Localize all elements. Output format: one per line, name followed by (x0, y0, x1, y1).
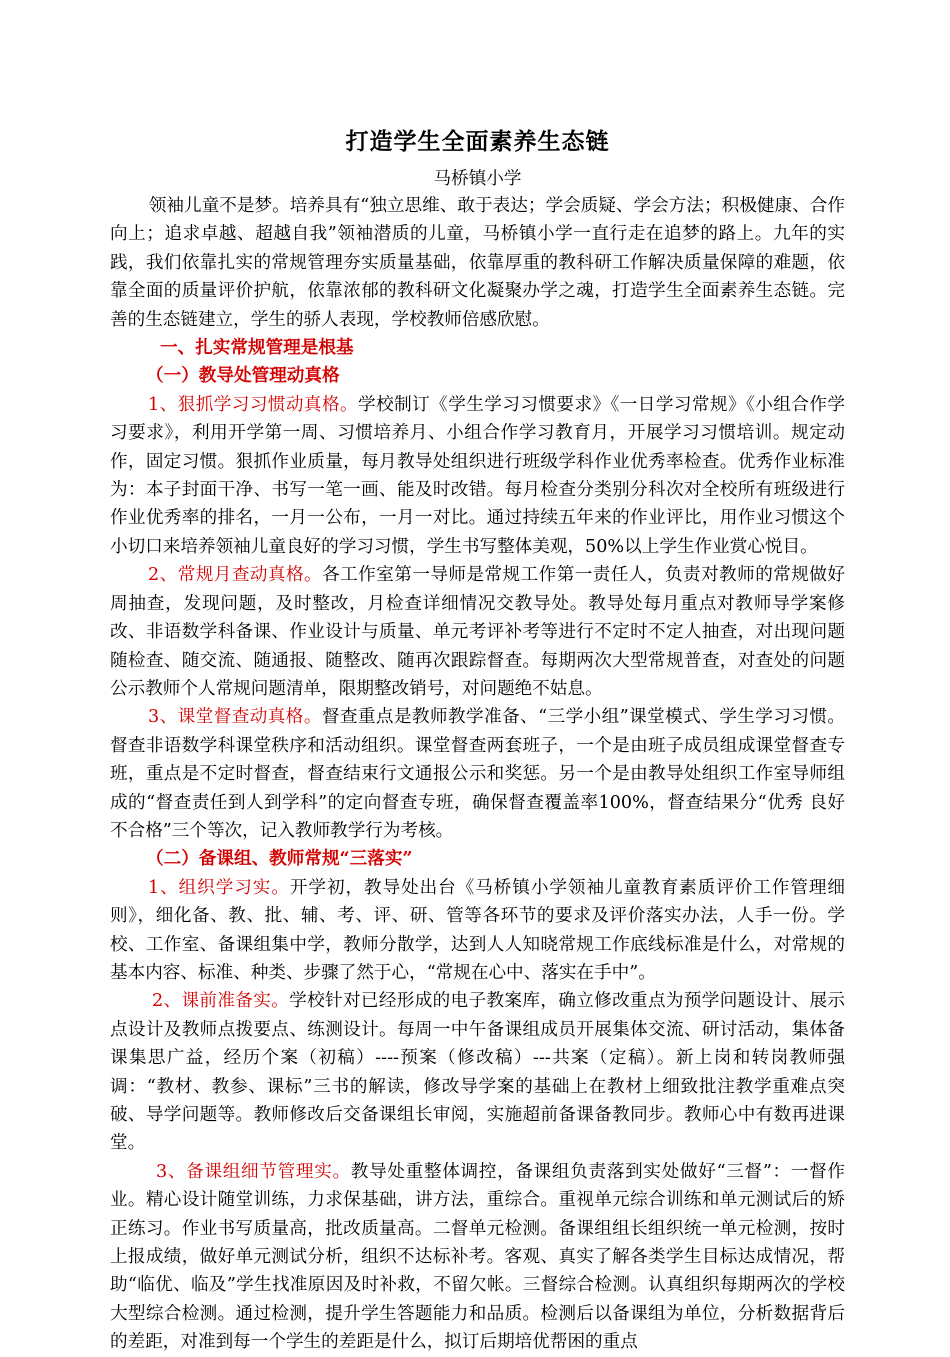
item-lead: 2、课前准备实。 (152, 991, 290, 1012)
item-text: 教导处重整体调控，备课组负责落到实处做好“三督”：一督作业。精心设计随堂训练，力求保基础，讲方法，重综合。重视单元综合训练和单元测试后的矫正练习。作业书写质量高，批改质量高。二督单元检测。备课组组长组织统一单元检测，按时上报成绩，做好单元测试分析，组织不达标补考。客观、真实了解各类学生目标达成情况，帮助“临优、临及”学生找准原因及时补救，不留欠帐。三督综合检测。认真组织每期两次的学校大型综合检测。通过检测，提升学生答题能力和品质。检测后以备课组为单位，分析数据背后的差距，对准到每一个学生的差距是什么，拟订后期培优帮困的重点 (110, 1161, 845, 1353)
document-author: 马桥镇小学 (433, 169, 522, 189)
list-item (110, 874, 845, 988)
item-lead: 3、备课组细节管理实。 (156, 1161, 351, 1182)
list-item (110, 1158, 845, 1357)
item-text: 督查重点是教师教学准备、“三学小组”课堂模式、学生学习习惯。督查非语数学科课堂秩序和活动组织。课堂督查两套班子，一个是由班子成员组成课堂督查专班，重点是不定时督查，督查结束行文通报公示和奖惩。另一个是由教导处组织工作室导师组成的“督查责任到人到学科”的定向督查专班，确保督查覆盖率100%，督查结果分“优秀 良好 不合格”三个等次，记入教师教学行为考核。 (110, 707, 845, 841)
intro-paragraph: 领袖儿童不是梦。培养具有“独立思维、敢于表达；学会质疑、学会方法；积极健康、合作向上；追求卓越、超越自我”领袖潜质的儿童，马桥镇小学一直行走在追梦的路上。九年的实践，我们依靠扎实的常规管理夯实质量基础，依靠厚重的教科研工作解决质量保障的难题，依靠全面的质量评价护航，依靠浓郁的教科研文化凝聚办学之魂，打造学生全面素养生态链。完善的生态链建立，学生的骄人表现，学校教师倍感欣慰。 (110, 196, 845, 330)
subsection-heading: （二）备课组、教师常规“三落实” (146, 848, 413, 870)
item-text: 学校制订《学生学习习惯要求》《一日学习常规》《小组合作学习要求》，利用开学第一周、习惯培养月、小组合作学习教育月，开展学习习惯培训。规定动作，固定习惯。狠抓作业质量，每月教导处组织进行班级学科作业优秀率检查。优秀作业标准为：本子封面干净、书写一笔一画、能及时改错。每月检查分类别分科次对全校所有班级进行作业优秀率的排名，一月一公布，一月一对比。通过持续五年来的作业评比，用作业习惯这个小切口来培养领袖儿童良好的学习习惯，学生书写整体美观，50%以上学生作业赏心悦目。 (110, 394, 845, 557)
section-heading: 一、扎实常规管理是根基 (160, 337, 354, 359)
item-lead: 1、狠抓学习习惯动真格。 (148, 394, 359, 415)
list-item (110, 561, 845, 703)
item-text: 开学初，教导处出台《马桥镇小学领袖儿童教育素质评价工作管理细则》，细化备、教、批、辅、考、评、研、管等各环节的要求及评价落实办法，人手一份。学校、工作室、备课组集中学，教师分散学，达到人人知晓常规工作底线标准是什么，对常规的基本内容、标准、种类、步骤了然于心，“常规在心中、落实在手中”。 (110, 877, 845, 983)
list-item (110, 987, 845, 1157)
document-title: 打造学生全面素养生态链 (345, 128, 610, 155)
list-item (110, 391, 845, 561)
document-page (110, 120, 845, 1357)
item-text: 各工作室第一导师是常规工作第一责任人，负责对教师的常规做好周抽查，发现问题，及时整改，月检查详细情况交教导处。教导处每月重点对教师导学案修改、非语数学科备课、作业设计与质量、单元考评补考等进行不定时不定人抽查，对出现问题随检查、随交流、随通报、随整改、随再次跟踪督查。每期两次大型常规普查，对查处的问题公示教师个人常规问题清单，限期整改销号，对问题绝不姑息。 (110, 565, 845, 699)
item-lead: 3、课堂督查动真格。 (148, 707, 322, 728)
item-lead: 1、组织学习实。 (148, 877, 290, 898)
subsection-heading: （一）教导处管理动真格 (146, 365, 340, 387)
list-item (110, 703, 845, 845)
item-lead: 2、常规月查动真格。 (148, 565, 323, 586)
item-text: 学校针对已经形成的电子教案库，确立修改重点为预学问题设计、展示点设计及教师点拨要点、练测设计。每周一中午备课组成员开展集体交流、研讨活动，集体备课集思广益，经历个案（初稿）----预案（修改稿）---共案（定稿）。新上岗和转岗教师强调：“教材、教参、课标”三书的解读，修改导学案的基础上在教材上细致批注教学重难点突破、导学问题等。教师修改后交备课组长审阅，实施超前备课备教同步。教师心中有数再进课堂。 (110, 991, 845, 1154)
